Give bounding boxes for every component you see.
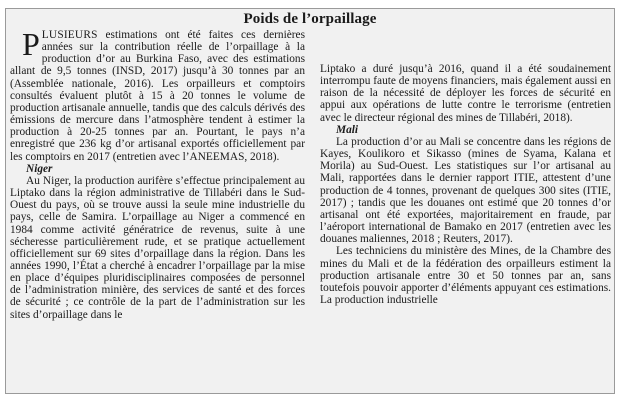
mali-heading: Mali xyxy=(336,123,359,136)
intro-paragraph xyxy=(10,26,305,163)
mali-paragraph-1: La production d’or au Mali se concentre dans les régions de Kayes, Koulikoro et Sikasso (mines de Syama, Kalana et Morila) au Sud-Ouest. Les statistiques sur l’or artisanal au Mali, rapportées dans le dernier rapport ITIE, attestent d’une production de 4 tonnes, provenant de quelques 300 sites (ITIE, 2017) ; tandis que les douanes ont estimé que 20 tonnes d’or artisanal ont été exportées, majoritairement en fraude, par l’aéroport international de Bamako en 2017 (entretien avec les douanes maliennes, 2018 ; Reuters, 2017). xyxy=(320,135,611,246)
continuation-paragraph: Liptako a duré jusqu’à 2016, quand il a été soudainement interrompu faute de moyens financiers, mais également aussi en raison de la nécessité de déployer les forces de sécurité en appui aux opérations de lutte contre le terrorisme (entretien avec le directeur régional des mines de Tillabéri, 2018). xyxy=(320,63,611,124)
intro-caps: LUSIEURS xyxy=(41,29,98,41)
intro-text: estimations ont été faites ces dernières années sur la contribution réelle de l’orpaillage à la production d’or au Burkina Faso, avec des estimations allant de 9,5 tonnes (INSD, 2017) jusqu’à 30 tonnes par an (Assemblée nationale, 2016). Les orpailleurs et comptoirs consultés évaluent plutôt à 15 à 20 tonnes le volume de production artisanale annuelle, tandis que des calculs dérivés des émissions de mercure dans l’atmosphère tendent à estimer la production à 20-25 tonnes par an. Pourtant, le pays n’a enregistré que 236 kg d’or artisanal exportés officiellement par les comptoirs en 2017 (entretien avec l’ANEEMAS, 2018). xyxy=(10,29,305,163)
right-column xyxy=(320,63,611,306)
drop-cap: P xyxy=(22,26,40,62)
niger-paragraph: Au Niger, la production aurifère s’effectue principalement au Liptako dans la région administrative de Tillabéri dans le Sud-Ouest du pays, où se trouve aussi la seule mine industrielle du pays, celle de Samira. L’orpaillage au Niger a commencé en 1984 comme activité génératrice de revenus, suite à une sécheresse particulièrement rude, et se pratique actuellement officiellement sur 69 sites d’orpaillage dans la région. Dans les années 1990, l’État a cherché à encadrer l’orpaillage par la mise en place d’équipes pluridisciplinaires composées de personnel de l’administration minière, des services de santé et des forces de sécurité ; ce contrôle de la part de l’administration sur les sites d’orpaillage dans le xyxy=(10,174,305,321)
text-box xyxy=(5,8,615,394)
left-column xyxy=(10,26,305,321)
box-title: Poids de l’orpaillage xyxy=(243,11,377,27)
niger-heading: Niger xyxy=(26,162,53,175)
mali-paragraph-2: Les techniciens du ministère des Mines, de la Chambre des mines du Mali et de la fédération des orpailleurs estiment la production artisanale entre 30 et 50 tonnes par an, sans toutefois pouvoir apporter d’éléments appuyant ces estimations. La production industrielle xyxy=(320,245,611,306)
